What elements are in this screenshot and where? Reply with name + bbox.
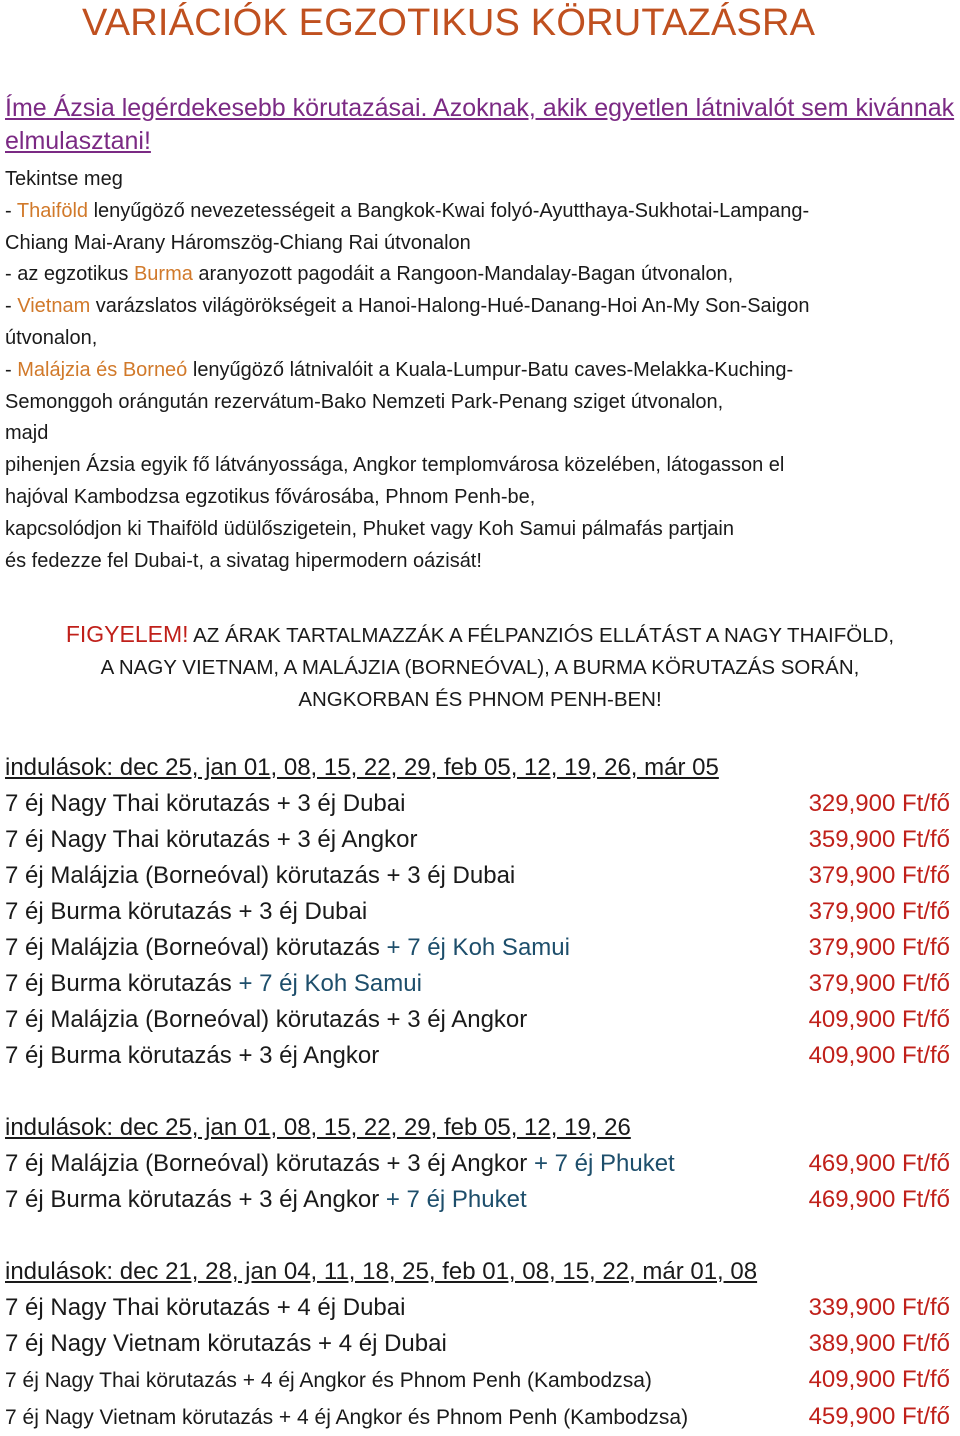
price-row bbox=[5, 966, 950, 1002]
tour-price: 359,900 Ft/fő bbox=[808, 826, 950, 853]
price-section-2 bbox=[5, 1110, 950, 1218]
description-line: - az egzotikus Burma aranyozott pagodáit a Rangoon-Mandalay-Bagan útvonalon, bbox=[5, 263, 734, 286]
description-line: hajóval Kambodzsa egzotikus fővárosába, Phnom Penh-be, bbox=[5, 485, 536, 508]
price-row bbox=[5, 1038, 950, 1074]
departures-heading: indulások: dec 21, 28, jan 04, 11, 18, 25, feb 01, 08, 15, 22, már 01, 08 bbox=[5, 1258, 758, 1285]
tour-price: 459,900 Ft/fő bbox=[808, 1403, 950, 1430]
price-row bbox=[5, 822, 950, 858]
page-title: VARIÁCIÓK EGZOTIKUS KÖRUTAZÁSRA bbox=[82, 2, 816, 44]
description-line: majd bbox=[5, 422, 49, 445]
tour-price: 339,900 Ft/fő bbox=[808, 1294, 950, 1321]
country-highlight: Malájzia és Borneó bbox=[17, 358, 188, 381]
country-highlight: Burma bbox=[133, 263, 193, 286]
price-section-3 bbox=[5, 1254, 950, 1436]
description-line: útvonalon, bbox=[5, 326, 98, 349]
price-row bbox=[5, 894, 950, 930]
price-row bbox=[5, 858, 950, 894]
country-highlight: Vietnam bbox=[17, 295, 91, 318]
tour-name: 7 éj Burma körutazás + 3 éj Angkor bbox=[5, 1042, 380, 1069]
departures-heading: indulások: dec 25, jan 01, 08, 15, 22, 29, feb 05, 12, 19, 26 bbox=[5, 1114, 631, 1141]
notice-block bbox=[0, 618, 960, 716]
description-line: Chiang Mai-Arany Háromszög-Chiang Rai útvonalon bbox=[5, 231, 471, 254]
price-row bbox=[5, 1290, 950, 1326]
tour-name: 7 éj Nagy Thai körutazás + 4 éj Dubai bbox=[5, 1294, 406, 1321]
tour-price: 389,900 Ft/fő bbox=[808, 1330, 950, 1357]
country-highlight: Thaiföld bbox=[16, 199, 89, 222]
tour-name: 7 éj Malájzia (Borneóval) körutazás + 3 éj Angkor + 7 éj Phuket bbox=[5, 1150, 675, 1177]
tour-price: 469,900 Ft/fő bbox=[808, 1186, 950, 1213]
notice-line: A NAGY VIETNAM, A MALÁJZIA (BORNEÓVAL), A BURMA KÖRUTAZÁS SORÁN, bbox=[100, 656, 860, 679]
tour-name: 7 éj Nagy Vietnam körutazás + 4 éj Angkor és Phnom Penh (Kambodzsa) bbox=[5, 1406, 689, 1429]
tour-name: 7 éj Burma körutazás + 7 éj Koh Samui bbox=[5, 970, 422, 997]
price-row bbox=[5, 1146, 950, 1182]
price-section-1 bbox=[5, 750, 950, 1074]
notice-label: FIGYELEM! bbox=[65, 621, 189, 647]
tour-name: 7 éj Burma körutazás + 3 éj Dubai bbox=[5, 898, 368, 925]
tour-price: 469,900 Ft/fő bbox=[808, 1150, 950, 1177]
description-line: és fedezze fel Dubai-t, a sivatag hipermodern oázisát! bbox=[5, 549, 482, 572]
price-row bbox=[5, 786, 950, 822]
description-line: - Vietnam varázslatos világörökségeit a Hanoi-Halong-Hué-Danang-Hoi An-My Son-Saigon bbox=[5, 295, 810, 318]
tour-name: 7 éj Burma körutazás + 3 éj Angkor + 7 éj Phuket bbox=[5, 1186, 527, 1213]
tour-name: 7 éj Nagy Thai körutazás + 4 éj Angkor és Phnom Penh (Kambodzsa) bbox=[5, 1369, 652, 1392]
tour-price: 409,900 Ft/fő bbox=[808, 1006, 950, 1033]
price-row bbox=[5, 930, 950, 966]
tour-name: 7 éj Malájzia (Borneóval) körutazás + 3 éj Dubai bbox=[5, 862, 516, 889]
description-block bbox=[5, 164, 955, 577]
tour-name: 7 éj Nagy Thai körutazás + 3 éj Angkor bbox=[5, 826, 418, 853]
notice-line: FIGYELEM! AZ ÁRAK TARTALMAZZÁK A FÉLPANZIÓS ELLÁTÁST A NAGY THAIFÖLD, bbox=[65, 621, 895, 647]
tour-price: 379,900 Ft/fő bbox=[808, 970, 950, 997]
tour-name: 7 éj Malájzia (Borneóval) körutazás + 3 éj Angkor bbox=[5, 1006, 528, 1033]
tour-name: 7 éj Nagy Thai körutazás + 3 éj Dubai bbox=[5, 790, 406, 817]
description-line: - Thaiföld lenyűgöző nevezetességeit a Bangkok-Kwai folyó-Ayutthaya-Sukhotai-Lampang- bbox=[5, 199, 810, 222]
tour-price: 379,900 Ft/fő bbox=[808, 934, 950, 961]
departures-heading: indulások: dec 25, jan 01, 08, 15, 22, 29, feb 05, 12, 19, 26, már 05 bbox=[5, 754, 719, 781]
price-row bbox=[5, 1182, 950, 1218]
description-line: Tekintse meg bbox=[5, 168, 123, 190]
intro-link[interactable]: Íme Ázsia legérdekesebb körutazásai. Azoknak, akik egyetlen látnivalót sem kivánnak elmulasztani! bbox=[5, 94, 955, 155]
description-line: - Malájzia és Borneó lenyűgöző látnivalóit a Kuala-Lumpur-Batu caves-Melakka-Kuching- bbox=[5, 358, 794, 381]
price-row bbox=[5, 1326, 950, 1362]
price-row bbox=[5, 1399, 950, 1436]
tour-name: 7 éj Malájzia (Borneóval) körutazás + 7 éj Koh Samui bbox=[5, 934, 570, 961]
tour-price: 379,900 Ft/fő bbox=[808, 898, 950, 925]
description-line: kapcsolódjon ki Thaiföld üdülőszigetein, Phuket vagy Koh Samui pálmafás partjain bbox=[5, 517, 734, 540]
tour-price: 409,900 Ft/fő bbox=[808, 1042, 950, 1069]
tour-price: 329,900 Ft/fő bbox=[808, 790, 950, 817]
price-row bbox=[5, 1002, 950, 1038]
tour-name: 7 éj Nagy Vietnam körutazás + 4 éj Dubai bbox=[5, 1330, 447, 1357]
price-row bbox=[5, 1362, 950, 1399]
description-line: Semonggoh orángután rezervátum-Bako Nemzeti Park-Penang sziget útvonalon, bbox=[5, 390, 724, 413]
tour-price: 409,900 Ft/fő bbox=[808, 1366, 950, 1393]
tour-price: 379,900 Ft/fő bbox=[808, 862, 950, 889]
description-line: pihenjen Ázsia egyik fő látványossága, Angkor templomvárosa közelében, látogasson el bbox=[5, 454, 785, 477]
notice-line: ANGKORBAN ÉS PHNOM PENH-BEN! bbox=[298, 688, 662, 711]
